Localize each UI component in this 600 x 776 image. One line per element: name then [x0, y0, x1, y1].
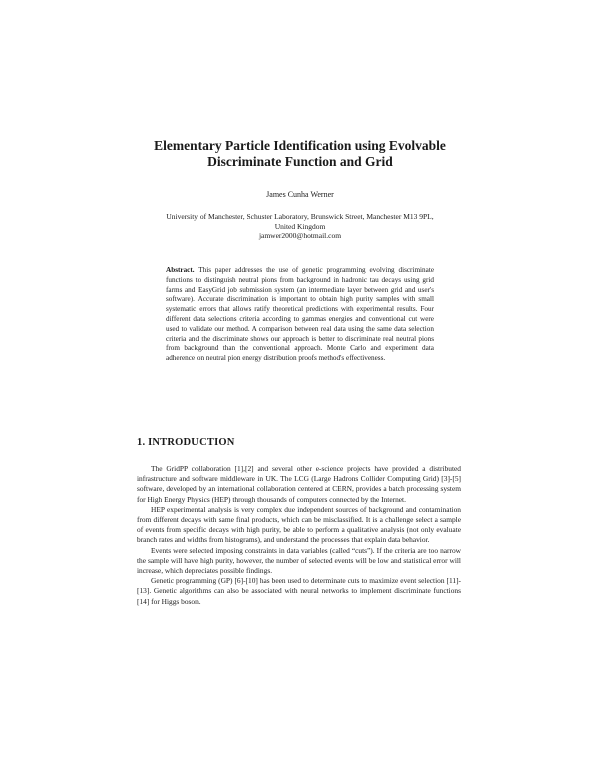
section-heading-introduction: 1. INTRODUCTION: [137, 437, 235, 448]
body-paragraph: Events were selected imposing constraints in data variables (called “cuts”). If the criteria are too narrow the sample will have high purity, however, the number of selected events will be low and statistical error will increase, which depreciates possible findings.: [137, 545, 461, 576]
abstract-text: This paper addresses the use of genetic programming evolving discriminate functions to distinguish neutral pions from background in hadronic tau decays using grid farms and EasyGrid job submission system (an intermediate layer between grid and user's software). Accurate discrimination is important to obtain high purity samples with small systematic errors that allows ratify theoretical predictions with experimental results. Four different data selections criteria according to gammas energies and conventional cut were used to validate our method. A comparison between real data using the same data selection criteria and the discriminate shows our approach is better to discriminate real neutral pions from background than the conventional approach. Monte Carlo and experiment data adherence on neutral pion energy distribution proofs method's effectiveness.: [166, 266, 435, 363]
affiliation-line-1: University of Manchester, Schuster Laboratory, Brunswick Street, Manchester M13 9PL,: [166, 212, 434, 221]
author-email: jamwer2000@hotmail.com: [258, 231, 342, 241]
body-paragraph: The GridPP collaboration [1],[2] and several other e-science projects have provided a distributed infrastructure and software middleware in UK. The LCG (Large Hadrons Collider Computing Grid) [3]-[5] software, developed by an international collaboration centered at CERN, provides a batch processing system for High Energy Physics (HEP) through thousands of computers connected by the Internet.: [137, 464, 461, 504]
body-paragraph: HEP experimental analysis is very complex due independent sources of background and contamination from different decays with same final products, which can be misclassified. It is a challenge select a sample of events from specific decays with high purity, be able to perform a qualitative analysis (not only evaluate branch rates and widths from histograms), and understand the processes that explain data behavior.: [137, 504, 461, 545]
introduction-body: [137, 464, 461, 607]
paper-title: [60, 138, 540, 170]
author-name: James Cunha Werner: [266, 190, 334, 199]
title-line-1: Elementary Particle Identification using Evolvable: [154, 138, 446, 153]
abstract-label: Abstract.: [166, 266, 195, 274]
title-line-2: Discriminate Function and Grid: [207, 154, 393, 169]
abstract: [166, 266, 434, 364]
body-paragraph: Genetic programming (GP) [6]-[10] has been used to determinate cuts to maximize event selection [11]-[13]. Genetic algorithms can also be associated with neural networks to implement discriminate functions [14] for Higgs boson.: [137, 576, 461, 606]
affiliation-block: [150, 212, 450, 241]
affiliation-line-2: United Kingdom: [274, 221, 326, 231]
